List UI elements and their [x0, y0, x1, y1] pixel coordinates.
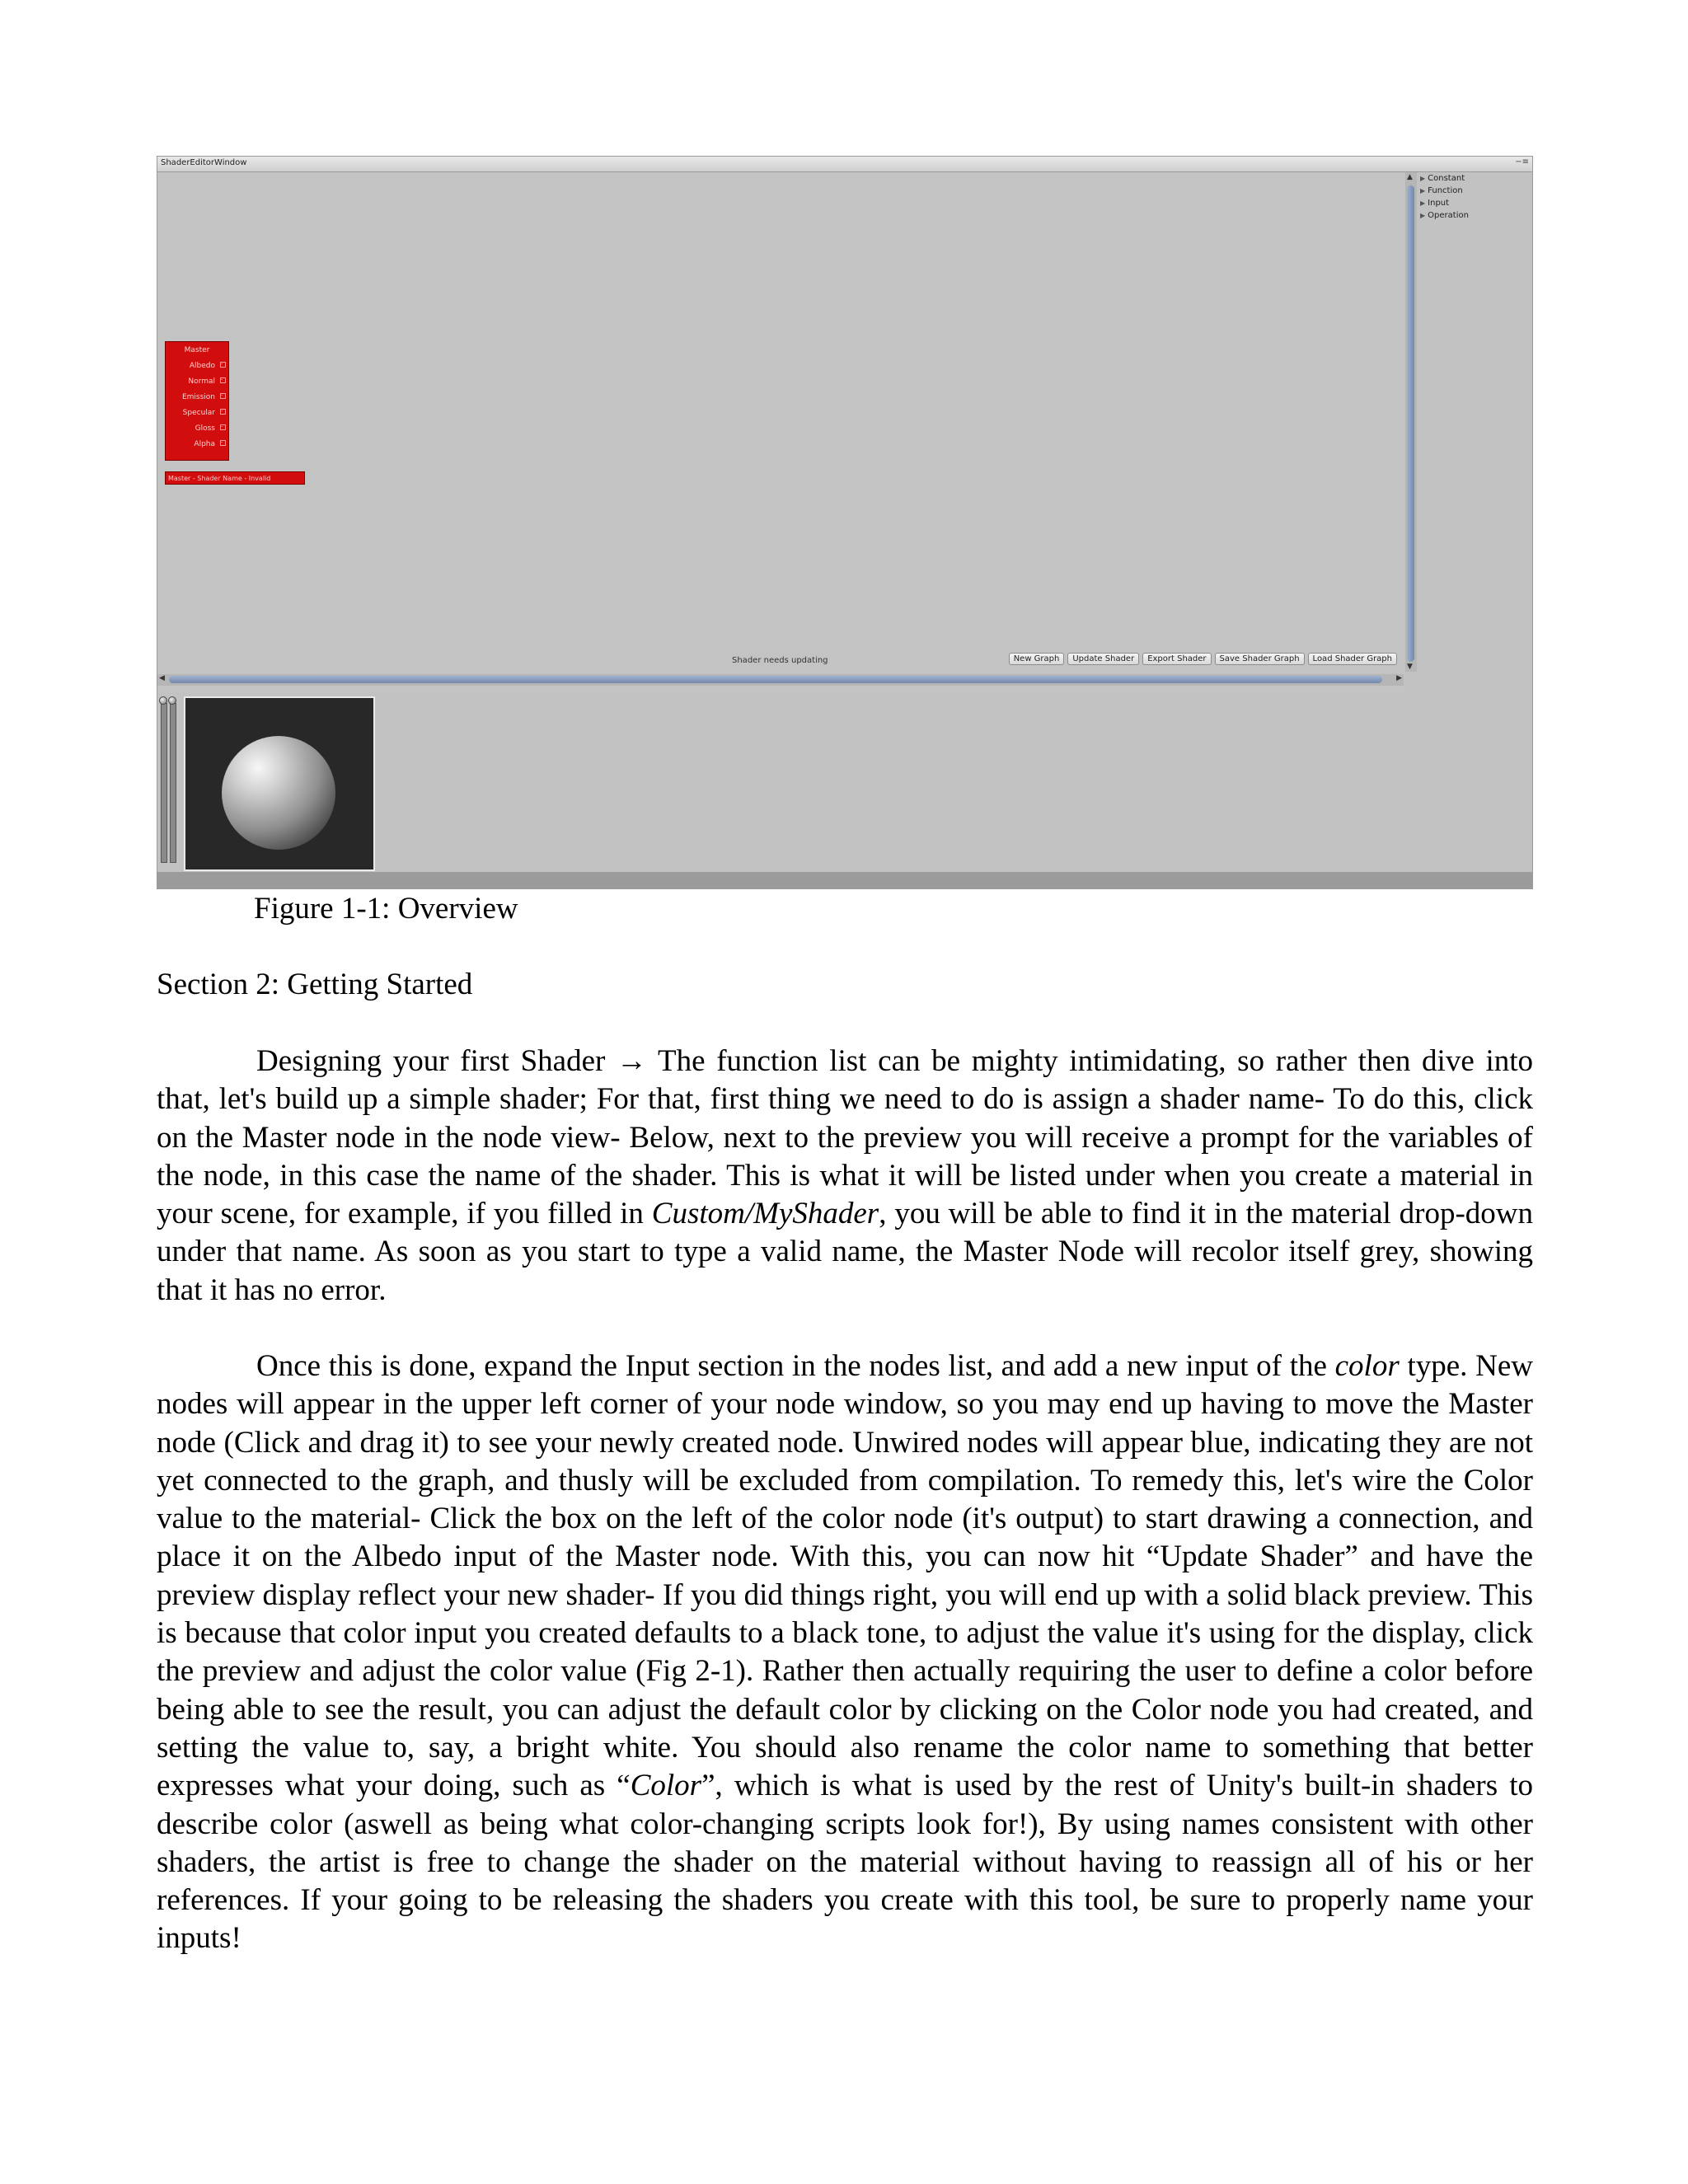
category-input[interactable]: ▶ Input	[1420, 199, 1450, 208]
master-input-gloss[interactable]: Gloss ·	[166, 420, 228, 436]
save-shader-graph-button[interactable]: Save Shader Graph	[1215, 653, 1305, 665]
master-node-footer[interactable]: Master - Shader Name - Invalid	[165, 471, 305, 485]
node-category-list	[1420, 172, 1531, 222]
shader-preview[interactable]	[184, 696, 375, 871]
expand-triangle-icon[interactable]: ▶	[1420, 187, 1426, 194]
input-pin-icon[interactable]: ·	[220, 393, 226, 399]
horizontal-scrollbar[interactable]	[157, 674, 1404, 686]
new-graph-button[interactable]: New Graph	[1009, 653, 1065, 665]
master-input-alpha[interactable]: Alpha ·	[166, 436, 228, 452]
preview-area	[157, 693, 1532, 865]
expand-triangle-icon[interactable]: ▶	[1420, 175, 1426, 182]
figure-caption: Figure 1-1: Overview	[254, 892, 518, 926]
window-titlebar	[157, 157, 1532, 172]
slider-knob-icon[interactable]	[168, 696, 176, 705]
section-heading: Section 2: Getting Started	[157, 968, 473, 1001]
master-input-specular[interactable]: Specular ·	[166, 405, 228, 420]
input-pin-icon[interactable]: ·	[220, 440, 226, 446]
window-footer	[157, 872, 1532, 888]
paragraph-1: Designing your first Shader → The function list can be mighty intimidating, so rather then dive into that, let's build up a simple shader; For that, first thing we need to do is assign a shader name- To do this, click on the Master node in the node view- Below, next to the preview you will receive a prompt for the variables of the node, in this case the name of the shader. This is what it will be listed under when you create a material in your scene, for example, if you filled in Custom/MyShader, you will be able to find it in the material drop-down under that name. As soon as you start to type a valid name, the Master Node will recolor itself grey, showing that it has no error.	[157, 1044, 1533, 1307]
category-function[interactable]: ▶ Function	[1420, 186, 1463, 195]
vertical-scrollbar[interactable]	[1405, 172, 1417, 672]
category-constant[interactable]: ▶ Constant	[1420, 174, 1465, 183]
input-pin-icon[interactable]: ·	[220, 377, 226, 383]
export-shader-button[interactable]: Export Shader	[1142, 653, 1211, 665]
master-input-albedo[interactable]: Albedo ·	[166, 358, 228, 373]
scroll-up-icon[interactable]: ▲	[1407, 173, 1413, 181]
preview-slider-1[interactable]	[161, 703, 167, 863]
horizontal-scroll-thumb[interactable]	[169, 676, 1382, 683]
preview-sphere	[222, 736, 335, 850]
expand-triangle-icon[interactable]: ▶	[1420, 212, 1426, 219]
preview-slider-2[interactable]	[170, 703, 176, 863]
status-text: Shader needs updating	[732, 656, 828, 665]
preview-sliders	[159, 696, 179, 861]
window-title: ShaderEditorWindow	[161, 158, 247, 167]
input-pin-icon[interactable]: ·	[220, 362, 226, 368]
expand-triangle-icon[interactable]: ▶	[1420, 199, 1426, 207]
category-operation[interactable]: ▶ Operation	[1420, 211, 1469, 220]
master-node[interactable]	[165, 341, 229, 461]
scroll-left-icon[interactable]: ◀	[159, 674, 165, 682]
update-shader-button[interactable]: Update Shader	[1067, 653, 1139, 665]
vertical-scroll-thumb[interactable]	[1407, 185, 1414, 662]
load-shader-graph-button[interactable]: Load Shader Graph	[1308, 653, 1397, 665]
input-pin-icon[interactable]: ·	[220, 424, 226, 430]
scroll-right-icon[interactable]: ▶	[1396, 674, 1402, 682]
window-menu-icon[interactable]: −≡	[1515, 157, 1529, 166]
slider-knob-icon[interactable]	[159, 696, 167, 705]
shader-editor-screenshot	[157, 156, 1533, 889]
master-input-normal[interactable]: Normal ·	[166, 373, 228, 389]
toolbar	[1009, 653, 1397, 665]
master-input-emission[interactable]: Emission ·	[166, 389, 228, 405]
master-node-header: Master	[184, 345, 210, 354]
input-pin-icon[interactable]: ·	[220, 409, 226, 415]
scroll-down-icon[interactable]: ▼	[1407, 663, 1413, 671]
paragraph-2: Once this is done, expand the Input section in the nodes list, and add a new input of the color type. New nodes will appear in the upper left corner of your node window, so you may end up having to move the Master node (Click and drag it) to see your newly created node. Unwired nodes will appear blue, indicating they are not yet connected to the graph, and thusly will be excluded from compilation. To remedy this, let's wire the Color value to the material- Click the box on the left of the color node (it's output) to start drawing a connection, and place it on the Albedo input of the Master node. With this, you can now hit “Update Shader” and have the preview display reflect your new shader- If you did things right, you will end up with a solid black preview. This is because that color input you created defaults to a black tone, to adjust the value it's using for the display, click the preview and adjust the color value (Fig 2-1). Rather then actually requiring the user to define a color before being able to see the result, you can adjust the default color by clicking on the Color node you had created, and setting the value to, say, a bright white. You should also rename the color name to something that better expresses what your doing, such as “Color”, which is what is used by the rest of Unity's built-in shaders to describe color (aswell as being what color-changing scripts look for!), By using names consistent with other shaders, the artist is free to change the shader on the material without having to reassign all of his or her references. If your going to be releasing the shaders you create with this tool, be sure to properly name your inputs!	[157, 1349, 1534, 1956]
